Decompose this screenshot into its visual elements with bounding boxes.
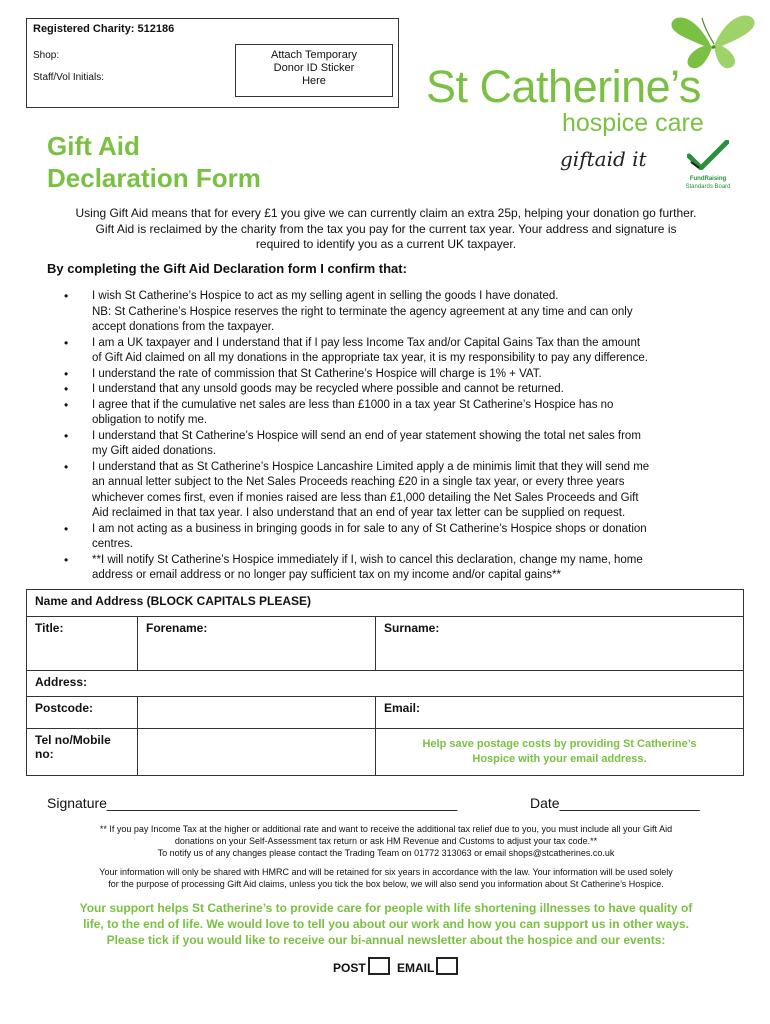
intro-paragraph: [30, 206, 742, 253]
sticker-line: Attach Temporary: [270, 49, 357, 61]
list-item: [64, 429, 724, 460]
support-line: Your support helps St Catherine’s to provide care for people with life shortening illnesses to have quality of: [79, 901, 693, 915]
list-item: [64, 382, 724, 398]
list-item-line: • I am a UK taxpayer and I understand that if I pay less Income Tax and/or Capital Gains Tax than the amount: [92, 336, 641, 349]
tel-label: Tel no/Mobile: [35, 733, 111, 747]
email-field[interactable]: [376, 697, 744, 729]
email-option-label: EMAIL: [397, 961, 435, 975]
donor-id-sticker-area: [235, 44, 393, 97]
confirm-heading: By completing the Gift Aid Declaration form I confirm that:: [47, 261, 407, 276]
signature-field[interactable]: Signature_____________________________________________: [47, 795, 458, 811]
surname-label: Surname:: [384, 621, 440, 635]
intro-line: required to identify you as a current UK taxpayer.: [255, 237, 517, 251]
post-checkbox[interactable]: [368, 957, 390, 975]
charity-number: Registered Charity: 512186: [33, 23, 175, 35]
list-item-line: • **I will notify St Catherine’s Hospice immediately if I, wish to cancel this declaration, change my name, home: [92, 553, 643, 566]
forename-field[interactable]: [138, 617, 376, 671]
list-item-line: whichever comes first, even if monies raised are less than £1,000 detailing the Net Sales Proceeds and Gift: [92, 491, 639, 504]
address-label: Address:: [35, 675, 88, 689]
list-item: [64, 289, 724, 336]
support-line: life, to the end of life. We would love to tell you about our work and how you can support us in other ways.: [83, 917, 689, 931]
footnote-line: To notify us of any changes please contact the Trading Team on 01772 313063 or email shops@stcatherines.co.uk: [157, 848, 615, 858]
staff-initials-label: Staff/Vol Initials:: [33, 72, 104, 83]
postcode-field[interactable]: [138, 697, 376, 729]
declaration-list: [64, 289, 724, 584]
fundraising-tick-icon: [687, 140, 729, 170]
tel-label-cell: [27, 729, 138, 776]
list-item-line: • I understand that St Catherine’s Hospice will send an end of year statement showing the total net sales from: [92, 429, 641, 442]
logo-name: St Catherine’s: [426, 61, 701, 112]
postcode-label: Postcode:: [35, 701, 94, 715]
list-item: [64, 367, 724, 383]
list-item-line: of Gift Aid claimed on all my donations in the appropriate tax year, it is my responsibility to pay any difference.: [92, 352, 648, 364]
post-label: POST: [333, 961, 366, 975]
fundraising-sublabel: Standards Board: [685, 184, 731, 190]
title-label: Title:: [35, 621, 64, 635]
fundraising-badge: [681, 140, 735, 191]
list-item-line: centres.: [92, 538, 133, 550]
list-item-line: • I understand that any unsold goods may be recycled where possible and cannot be returned.: [92, 383, 564, 395]
list-item: [64, 460, 724, 522]
tax-footnote: [30, 823, 742, 859]
intro-line: Gift Aid is reclaimed by the charity from the tax you pay for the current tax year. Your address and signature is: [95, 221, 677, 236]
list-item-line: • I am not acting as a business in bringing goods in for sale to any of St Catherine’s Hospice shops or donation: [92, 522, 647, 535]
tel-field[interactable]: [138, 729, 376, 776]
list-item-line: • I understand that as St Catherine’s Hospice Lancashire Limited apply a de minimis limit that they will send me: [92, 460, 650, 473]
support-line: Please tick if you would like to receive our bi-annual newsletter about the hospice and our events:: [106, 933, 666, 947]
list-item: [64, 398, 724, 429]
list-item-line: • I understand the rate of commission that St Catherine’s Hospice will charge is 1% + VAT.: [92, 367, 542, 380]
address-field[interactable]: [27, 671, 744, 697]
support-message: [30, 900, 742, 948]
list-item-line: Aid reclaimed in that tax year. I also understand that an end of year tax letter can be supplied on request.: [92, 507, 626, 519]
sticker-line: Donor ID Sticker: [273, 62, 355, 74]
page-title: [47, 130, 261, 194]
email-help-text: [376, 729, 744, 776]
title-line: Gift Aid: [47, 131, 140, 161]
list-item-line: accept donations from the taxpayer.: [92, 321, 275, 333]
list-item-line: an annual letter subject to the Net Sales Proceeds reaching £20 in a single tax year, or every three years: [92, 476, 625, 488]
list-item-line: obligation to notify me.: [92, 414, 208, 426]
table-heading: Name and Address (BLOCK CAPITALS PLEASE): [27, 590, 744, 617]
intro-line: Using Gift Aid means that for every £1 you give we can currently claim an extra 25p, helping your donation go further.: [75, 206, 697, 220]
sticker-line: Here: [302, 75, 326, 87]
privacy-notice: [30, 866, 742, 890]
title-line: Declaration Form: [47, 163, 261, 193]
help-line: Hospice with your email address.: [472, 753, 647, 765]
list-item-line: • I wish St Catherine’s Hospice to act as my selling agent in selling the goods I have donated.: [92, 290, 559, 302]
forename-label: Forename:: [146, 621, 208, 635]
logo-tagline: hospice care: [562, 109, 704, 137]
footnote-line: ** If you pay Income Tax at the higher or additional rate and want to receive the additional tax relief due to you, you must include all your Gift Aid: [99, 824, 673, 834]
list-item-line: my Gift aided donations.: [92, 445, 217, 457]
date-field[interactable]: Date__________________: [530, 795, 700, 811]
privacy-line: Your information will only be shared with HMRC and will be retained for six years in accordance with the law. Your information will be used solely: [99, 867, 673, 877]
list-item-line: NB: St Catherine’s Hospice reserves the right to terminate the agency agreement at any time and can only: [92, 305, 633, 318]
list-item: [64, 522, 724, 553]
list-item: [64, 553, 724, 584]
privacy-line: for the purpose of processing Gift Aid claims, unless you tick the box below, we will also send you information about St Catherine’s Hospice.: [108, 879, 664, 889]
list-item-line: address or email address or no longer pay sufficient tax on my income and/or capital gains**: [92, 569, 561, 581]
donor-details-table: [26, 589, 744, 776]
giftaid-logo: giftaid it: [560, 147, 647, 171]
title-field[interactable]: [27, 617, 138, 671]
shop-info-box: [26, 18, 399, 108]
tel-label: no:: [35, 747, 54, 761]
list-item-line: • I agree that if the cumulative net sales are less than £1000 in a tax year St Catherine’s Hospice has no: [92, 398, 614, 411]
email-checkbox[interactable]: [436, 957, 458, 975]
fundraising-label: FundRaising: [689, 176, 727, 182]
list-item: [64, 336, 724, 367]
surname-field[interactable]: [376, 617, 744, 671]
footnote-line: donations on your Self-Assessment tax return or ask HM Revenue and Customs to adjust your tax code.**: [174, 836, 598, 846]
newsletter-options: [333, 957, 462, 975]
email-label: Email:: [384, 701, 421, 715]
shop-label: Shop:: [33, 50, 60, 61]
help-line: Help save postage costs by providing St Catherine’s: [422, 738, 697, 750]
postcode-label-cell: [27, 697, 138, 729]
